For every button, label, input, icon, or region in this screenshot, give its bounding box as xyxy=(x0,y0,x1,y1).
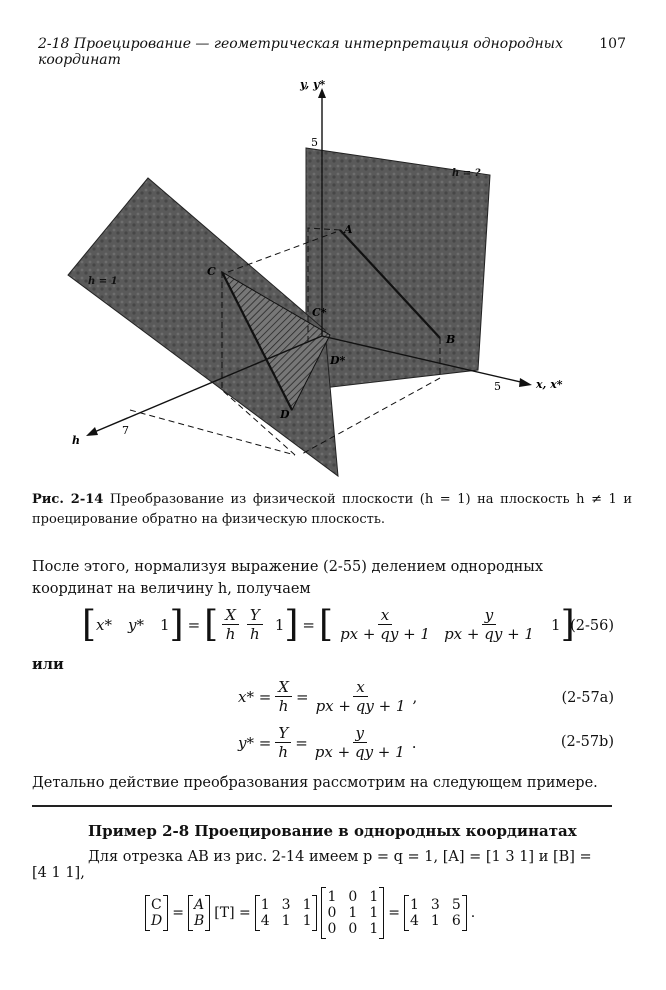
eq-ystar: y* xyxy=(128,615,144,634)
section-rule xyxy=(32,805,612,807)
figure-caption xyxy=(32,490,632,530)
paragraph-2: Детально действие преобразования рассмотрим на следующем примере. xyxy=(32,775,598,791)
eq57a-h: h xyxy=(278,697,289,715)
m3: 1 xyxy=(302,897,312,913)
eq-denom2: px + qy + 1 xyxy=(444,625,534,643)
eq57a-denom: px + qy + 1 xyxy=(315,697,406,715)
plane-h1-label: h = 1 xyxy=(88,276,118,287)
eq-one-2: 1 xyxy=(274,615,285,634)
eq-number-2-56: (2-56) xyxy=(570,618,614,634)
axis-h-label: h xyxy=(72,434,80,447)
eq-Y: Y xyxy=(247,606,263,625)
axis-x-arrow xyxy=(519,378,532,387)
m5: 1 xyxy=(281,913,291,929)
eq-h2: h xyxy=(250,625,260,643)
r3: 5 xyxy=(451,897,461,913)
mat-T-label: [T] = xyxy=(214,905,251,921)
eq-one-3: 1 xyxy=(551,615,561,634)
tick-h-label: 7 xyxy=(122,424,129,437)
r2: 3 xyxy=(430,897,440,913)
eq-one: 1 xyxy=(160,615,170,634)
eq-y: y xyxy=(482,606,496,625)
paragraph-1: После этого, нормализуя выражение (2-55) делением однородных координат на величину h, получаем xyxy=(32,559,544,597)
axis-y-label: y, y* xyxy=(300,78,326,91)
point-A-label: A xyxy=(344,223,353,236)
equation-2-56: [ x* y* 1 ] = [ $\frac{X}{h}$ $\frac{Y}{h}$ 1 ] = [ $\frac{x}{px + qy + 1}$ $\frac{y}{px + qy + 1}$ 1 ] xyxy=(82,603,575,645)
t5: 1 xyxy=(348,905,358,921)
example-title: Пример 2-8 Проецирование в однородных координатах xyxy=(88,822,577,840)
r6: 6 xyxy=(451,913,461,929)
m6: 1 xyxy=(302,913,312,929)
mat-D: D xyxy=(151,913,163,929)
t2: 0 xyxy=(348,889,358,905)
eq57a-lhs: x* = xyxy=(238,687,272,706)
mat-B: B xyxy=(193,913,205,929)
t9: 1 xyxy=(369,921,379,937)
equation-2-57a: x* = $\frac{X}{h}$ = $\frac{x}{px + qy + 1}$ , xyxy=(238,678,418,715)
m1: 1 xyxy=(260,897,270,913)
t1: 1 xyxy=(327,889,337,905)
eq-X: X xyxy=(222,606,239,625)
eq57a-X: X xyxy=(275,678,292,697)
eq57b-denom: px + qy + 1 xyxy=(314,743,405,761)
point-D-label: D xyxy=(280,408,290,421)
r5: 1 xyxy=(430,913,440,929)
eq57b-Y: Y xyxy=(275,724,291,743)
eq-h1: h xyxy=(225,625,236,643)
eq57b-lhs: y* = xyxy=(238,733,272,752)
eq-number-2-57a: (2-57a) xyxy=(561,690,614,706)
eq-denom1: px + qy + 1 xyxy=(340,625,430,643)
page-number: 107 xyxy=(599,36,626,52)
matrix-result xyxy=(404,896,467,930)
point-C-label: C xyxy=(207,265,216,278)
point-C-star-label: C* xyxy=(312,306,327,319)
example-line-1: Для отрезка AB из рис. 2-14 имеем p = q = 1, [A] = [1 3 1] и [B] = xyxy=(88,849,592,865)
word-or: или xyxy=(32,656,64,673)
matrix-AB-labels xyxy=(188,896,210,930)
plane-right-label: h = ? xyxy=(452,168,481,179)
eq-xstar: x* xyxy=(96,615,113,634)
tick-y-label: 5 xyxy=(311,136,318,149)
t7: 0 xyxy=(327,921,337,937)
r4: 4 xyxy=(409,913,419,929)
caption-text: Преобразование из физической плоскости (h = 1) на плоскость h ≠ 1 и проецирование обратно на физическую плоскость. xyxy=(32,492,633,527)
matrix-AB-values xyxy=(255,896,318,930)
matrix-equation: C D = A B [T] = 1 3 1 4 1 1 1 0 1 0 1 1 0 0 1 = 1 3 5 4 1 6 . xyxy=(145,888,475,938)
r1: 1 xyxy=(409,897,419,913)
caption-label: Рис. 2-14 xyxy=(32,492,104,507)
matrix-T xyxy=(321,888,384,938)
point-B-label: B xyxy=(446,333,456,346)
m2: 3 xyxy=(281,897,291,913)
mat-A: A xyxy=(193,897,205,913)
eq57b-h: h xyxy=(278,743,289,761)
eq57a-x: x xyxy=(353,678,367,697)
t3: 1 xyxy=(369,889,379,905)
eq57b-y: y xyxy=(353,724,367,743)
eq-number-2-57b: (2-57b) xyxy=(560,734,614,750)
mat-C: C xyxy=(151,897,162,913)
t4: 0 xyxy=(327,905,337,921)
example-line-2: [4 1 1], xyxy=(32,865,85,881)
point-D-star-label: D* xyxy=(330,354,346,367)
eq-x: x xyxy=(378,606,392,625)
matrix-CD xyxy=(145,896,168,930)
running-head-title: 2-18 Проецирование — геометрическая интерпретация однородных координат xyxy=(38,36,563,68)
axis-x-label: x, x* xyxy=(536,378,563,391)
m4: 4 xyxy=(260,913,270,929)
figure-2-14 xyxy=(0,60,666,490)
axis-h-arrow xyxy=(86,427,98,436)
t8: 0 xyxy=(348,921,358,937)
t6: 1 xyxy=(369,905,379,921)
equation-2-57b: y* = $\frac{Y}{h}$ = $\frac{y}{px + qy + 1}$ . xyxy=(238,724,417,761)
tick-x-label: 5 xyxy=(494,380,501,393)
